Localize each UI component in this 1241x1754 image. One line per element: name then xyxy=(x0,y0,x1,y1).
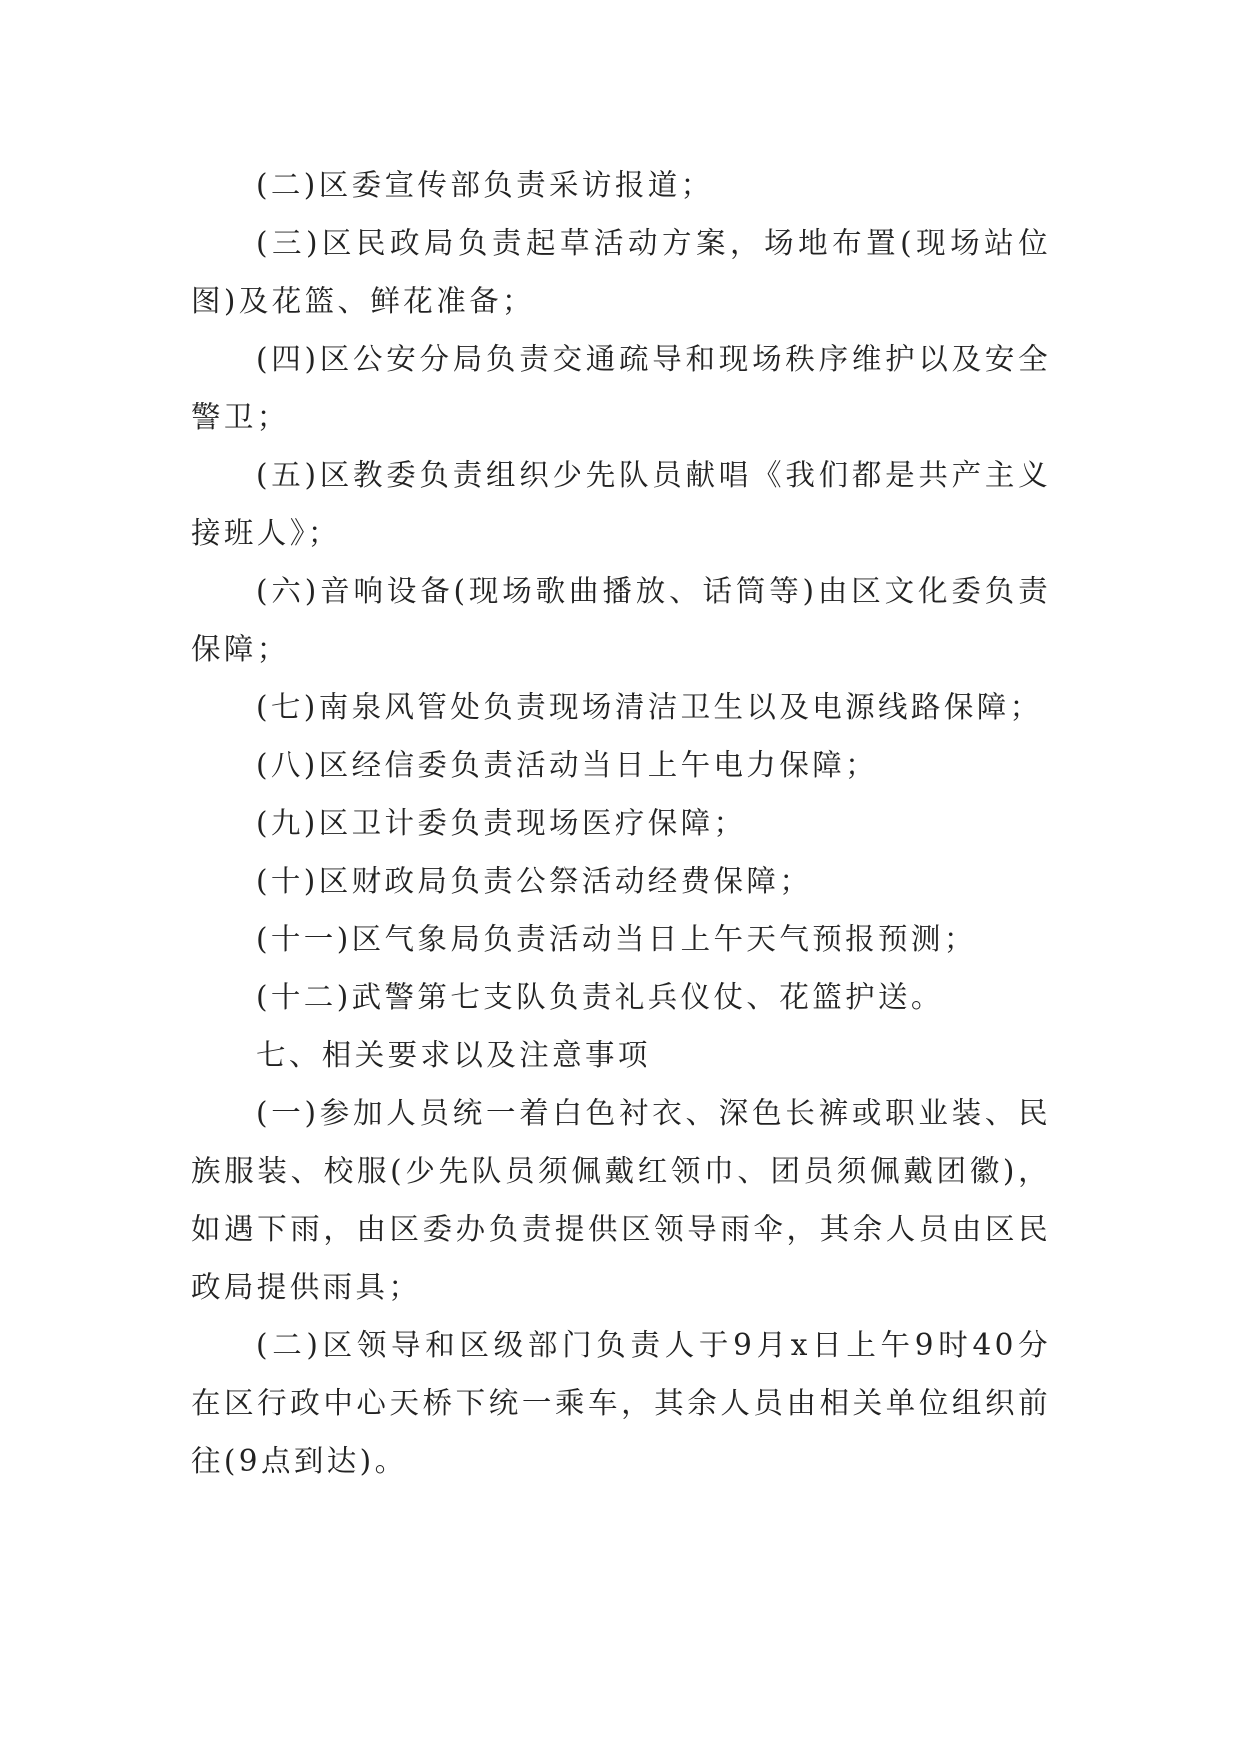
paragraph-public-security: (四)区公安分局负责交通疏导和现场秩序维护以及安全警卫； xyxy=(191,342,1051,434)
paragraph-weather: (十一)区气象局负责活动当日上午天气预报预测； xyxy=(256,922,977,956)
paragraph-audio-equipment: (六)音响设备(现场歌曲播放、话筒等)由区文化委负责保障； xyxy=(191,574,1051,666)
paragraph-medical: (九)区卫计委负责现场医疗保障； xyxy=(256,806,747,840)
paragraph-cleaning-power-lines: (七)南泉风管处负责现场清洁卫生以及电源线路保障； xyxy=(256,690,1043,724)
paragraph-civil-affairs: (三)区民政局负责起草活动方案，场地布置(现场站位图)及花篮、鲜花准备； xyxy=(191,226,1051,318)
paragraph-publicity: (二)区委宣传部负责采访报道； xyxy=(256,168,714,202)
paragraph-education: (五)区教委负责组织少先队员献唱《我们都是共产主义接班人》； xyxy=(191,458,1051,550)
paragraph-honor-guard: (十二)武警第七支队负责礼兵仪仗、花篮护送。 xyxy=(256,980,944,1014)
section-heading-requirements: 七、相关要求以及注意事项 xyxy=(256,1038,651,1072)
paragraph-finance: (十)区财政局负责公祭活动经费保障； xyxy=(256,864,813,898)
document-body xyxy=(191,156,1051,1490)
paragraph-transport: (二)区领导和区级部门负责人于9月x日上午9时40分在区行政中心天桥下统一乘车，其余人员由相关单位组织前往(9点到达)。 xyxy=(191,1328,1051,1478)
paragraph-electricity: (八)区经信委负责活动当日上午电力保障； xyxy=(256,748,879,782)
paragraph-dress-code: (一)参加人员统一着白色衬衣、深色长裤或职业装、民族服装、校服(少先队员须佩戴红领巾、团员须佩戴团徽)，如遇下雨，由区委办负责提供区领导雨伞，其余人员由区民政局提供雨具； xyxy=(191,1096,1051,1304)
